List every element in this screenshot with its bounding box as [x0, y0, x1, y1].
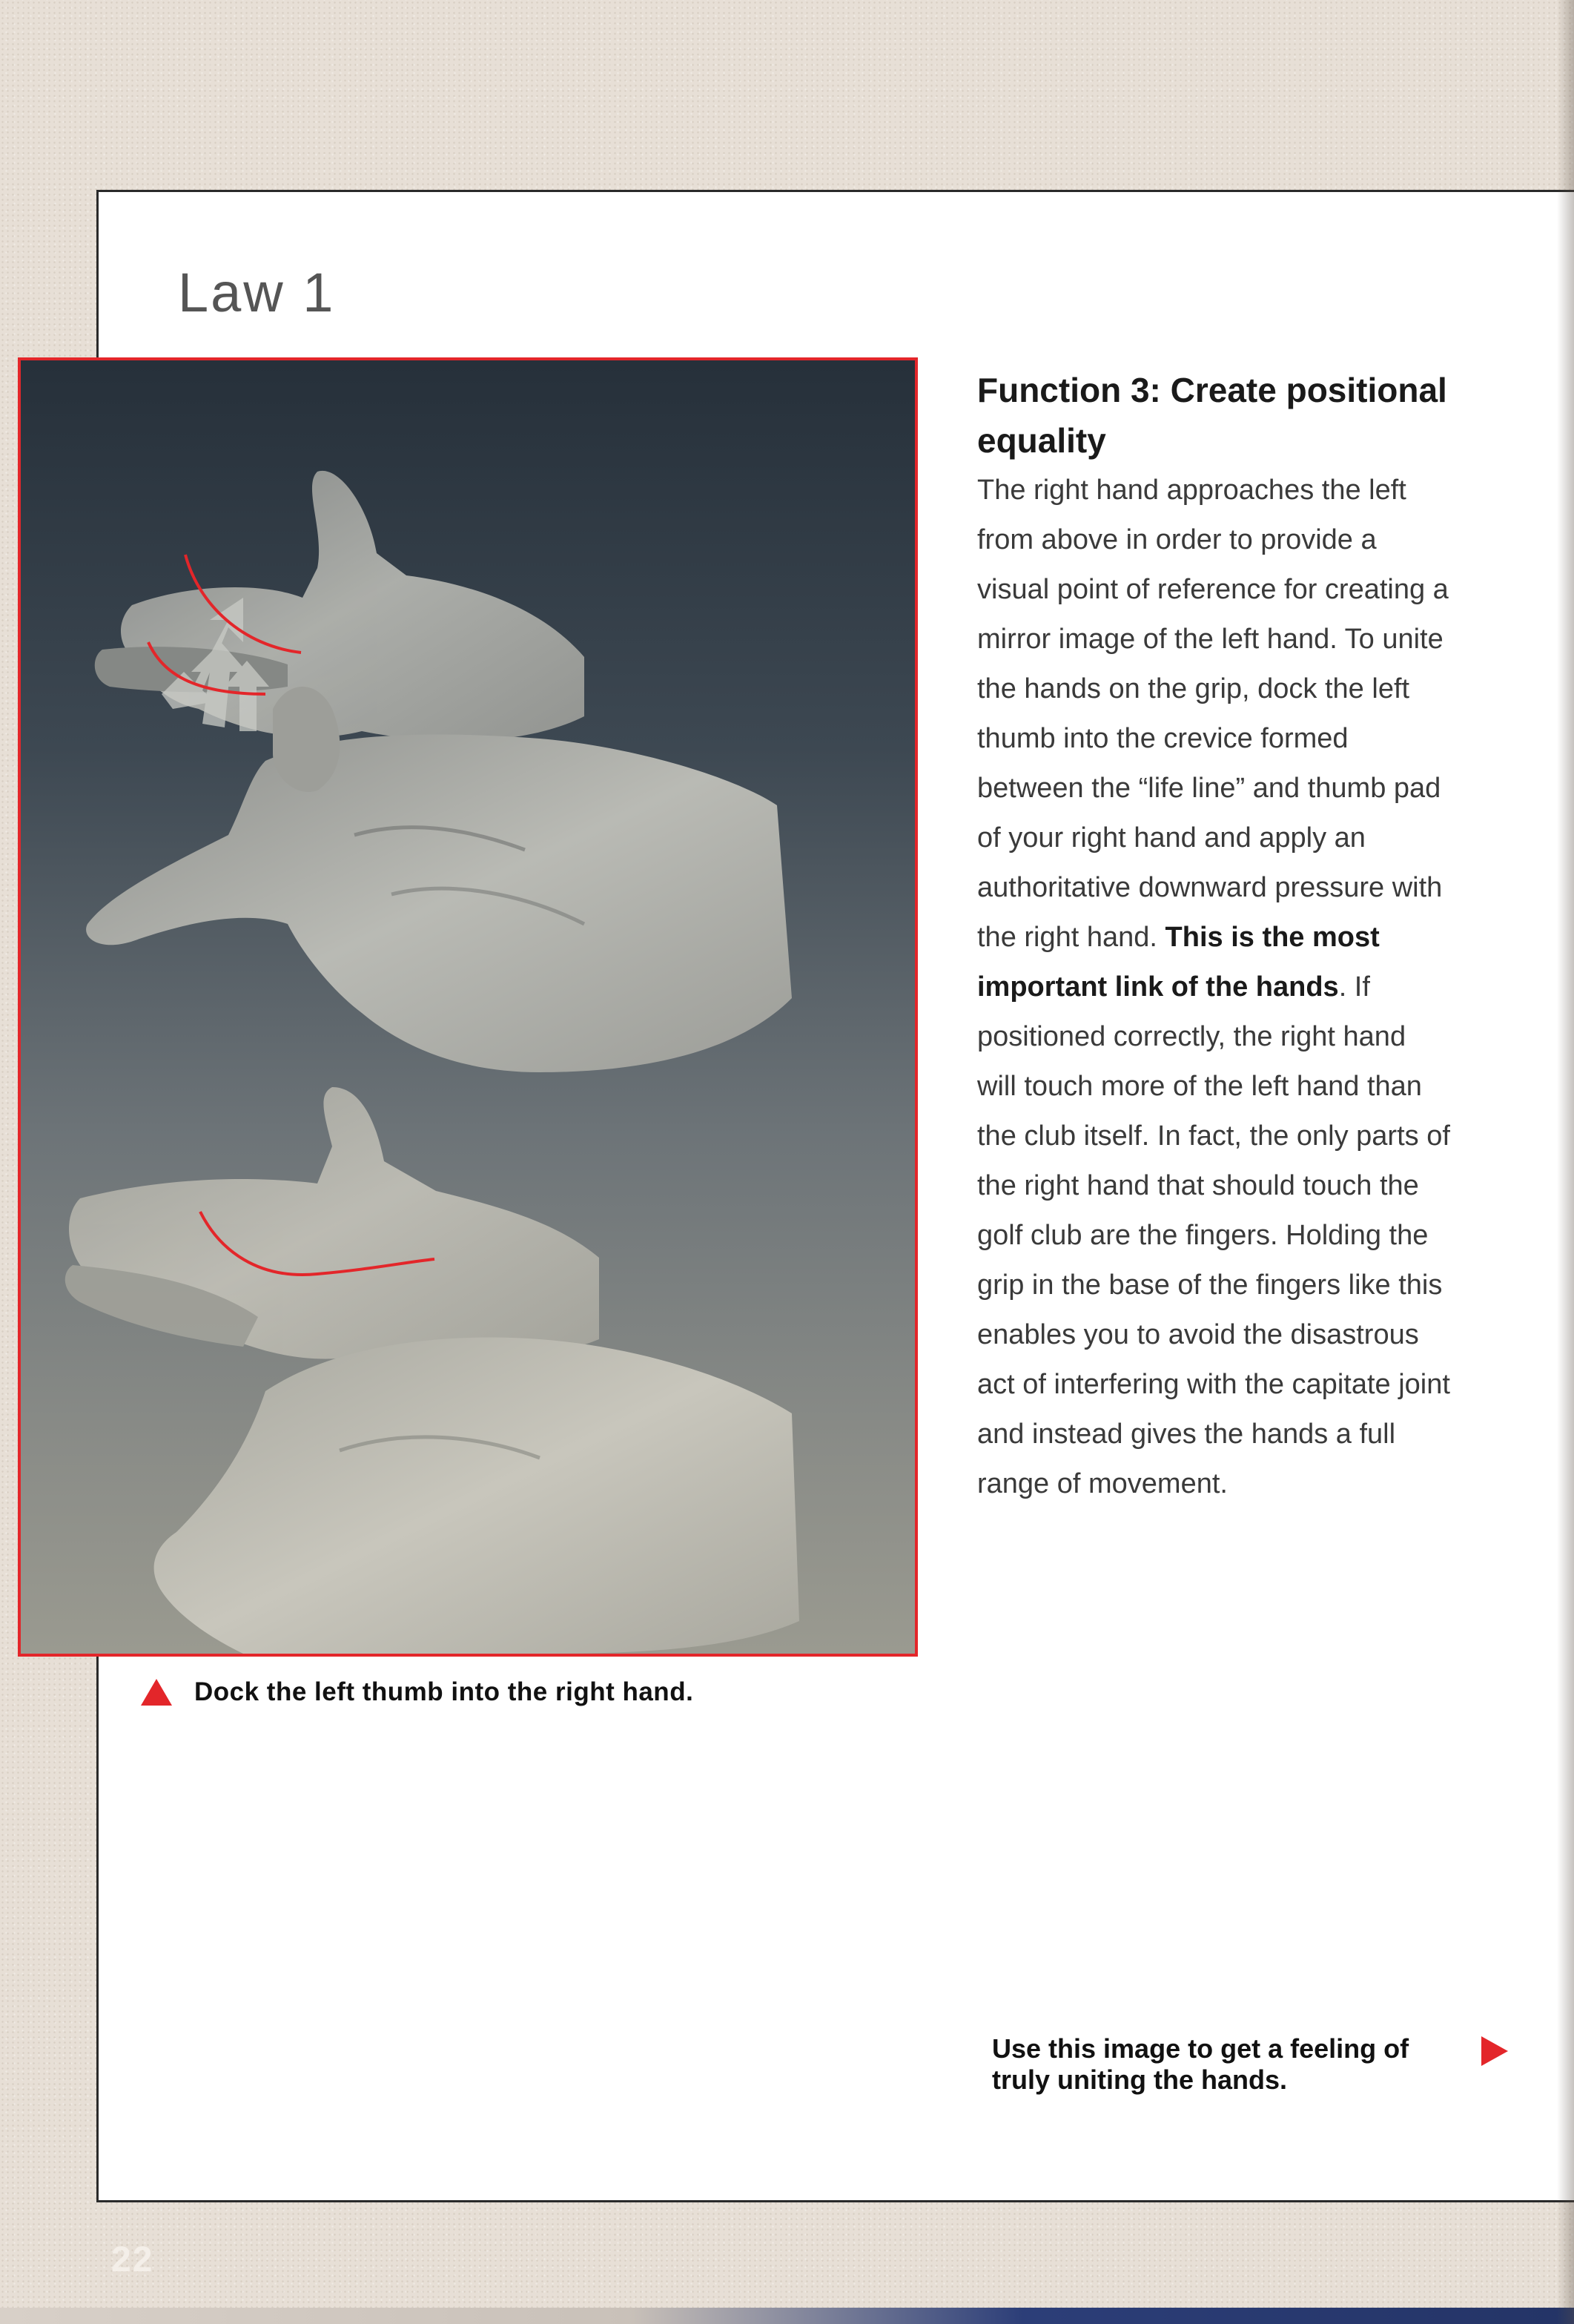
law-title: Law 1	[178, 262, 336, 323]
lower-right-hand	[154, 1338, 799, 1654]
body-text-emphasis: This is the most important link of the hands	[977, 922, 1380, 1003]
triangle-right-icon	[1481, 2036, 1508, 2066]
body-text-part2: . If positioned correctly, the right hand will touch more of the left hand than the club itself. In fact, the only parts of the right hand that should touch the golf club are the fingers. Holding the grip in the base of the fingers like this enables you to avoid the disastrous act of interfering with the capitate joint and instead gives the hands a full range of movement.	[977, 971, 1450, 1499]
lower-left-hand	[65, 1087, 599, 1364]
side-note	[992, 2033, 1508, 2096]
page-number: 22	[111, 2240, 154, 2280]
section-heading: Function 3: Create positional equality	[977, 371, 1447, 460]
right-edge-shadow	[1557, 0, 1574, 2324]
body-text-part1: The right hand approaches the left from above in order to provide a visual point of reference for creating a mirror image of the left hand. To unite the hands on the grip, dock the left thumb into the crevice formed between the “life line” and thumb pad of your right hand and apply an authoritative downward pressure with the right hand.	[977, 475, 1449, 953]
hands-grip-photo	[18, 357, 918, 1657]
triangle-up-icon	[141, 1679, 172, 1706]
figure-caption	[141, 1677, 693, 1707]
side-note-text: Use this image to get a feeling of truly uniting the hands.	[992, 2033, 1409, 2095]
caption-text: Dock the left thumb into the right hand.	[194, 1677, 694, 1706]
body-text	[977, 466, 1452, 1509]
hands-illustration	[21, 360, 915, 1654]
bottom-edge-strip	[0, 2308, 1574, 2324]
upper-right-hand	[86, 687, 792, 1072]
article-column	[977, 365, 1452, 1509]
